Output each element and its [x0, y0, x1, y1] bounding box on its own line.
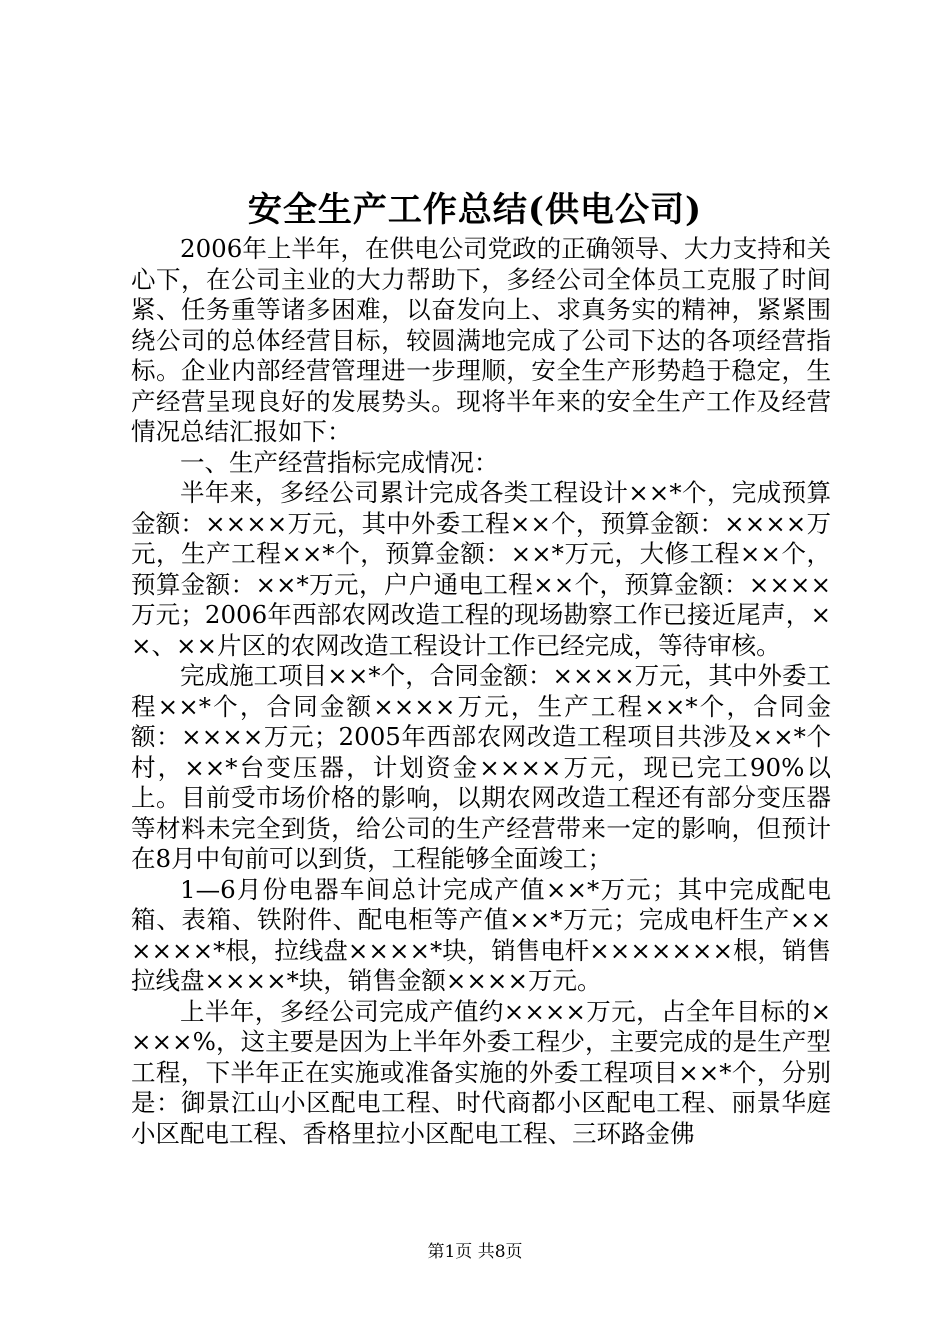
- paragraph-output: 上半年，多经公司完成产值约××××万元，占全年目标的××××%，这主要是因为上半年外委工程少，主要完成的是生产型工程，下半年正在实施或准备实施的外委工程项目××*个，分别是：御景江山小区配电工程、时代商都小区配电工程、丽景华庭小区配电工程、香格里拉小区配电工程、三环路金佛: [131, 996, 831, 1148]
- paragraph-design: 半年来，多经公司累计完成各类工程设计××*个，完成预算金额：××××万元，其中外委工程××个，预算金额：××××万元，生产工程××*个，预算金额：××*万元，大修工程××个，预算金额：××*万元，户户通电工程××个，预算金额：××××万元；2006年西部农网改造工程的现场勘察工作已接近尾声，××、××片区的农网改造工程设计工作已经完成，等待审核。: [131, 478, 831, 660]
- document-title: 安全生产工作总结(供电公司): [247, 190, 703, 230]
- section-heading-1: 一、生产经营指标完成情况：: [180, 447, 499, 477]
- paragraph-workshop: 1—6月份电器车间总计完成产值××*万元；其中完成配电箱、表箱、铁附件、配电柜等产值××*万元；完成电杆生产××××××*根，拉线盘××××*块，销售电杆×××××××根，销售拉线盘××××*块，销售金额××××万元。: [131, 874, 831, 995]
- paragraph-intro: 2006年上半年，在供电公司党政的正确领导、大力支持和关心下，在公司主业的大力帮助下，多经公司全体员工克服了时间紧、任务重等诸多困难，以奋发向上、求真务实的精神，紧紧围绕公司的总体经营目标，较圆满地完成了公司下达的各项经营指标。企业内部经营管理进一步理顺，安全生产形势趋于稳定，生产经营呈现良好的发展势头。现将半年来的安全生产工作及经营情况总结汇报如下：: [131, 234, 831, 446]
- document-body: [131, 234, 831, 1149]
- paragraph-construction: 完成施工项目××*个，合同金额：××××万元，其中外委工程××*个，合同金额××××万元，生产工程××*个，合同金额：××××万元；2005年西部农网改造工程项目共涉及××*个村，××*台变压器，计划资金××××万元，现已完工90%以上。目前受市场价格的影响，以期农网改造工程还有部分变压器等材料未完全到货，给公司的生产经营带来一定的影响，但预计在8月中旬前可以到货，工程能够全面竣工；: [131, 661, 831, 873]
- page-footer: 第1页 共8页: [427, 1242, 523, 1262]
